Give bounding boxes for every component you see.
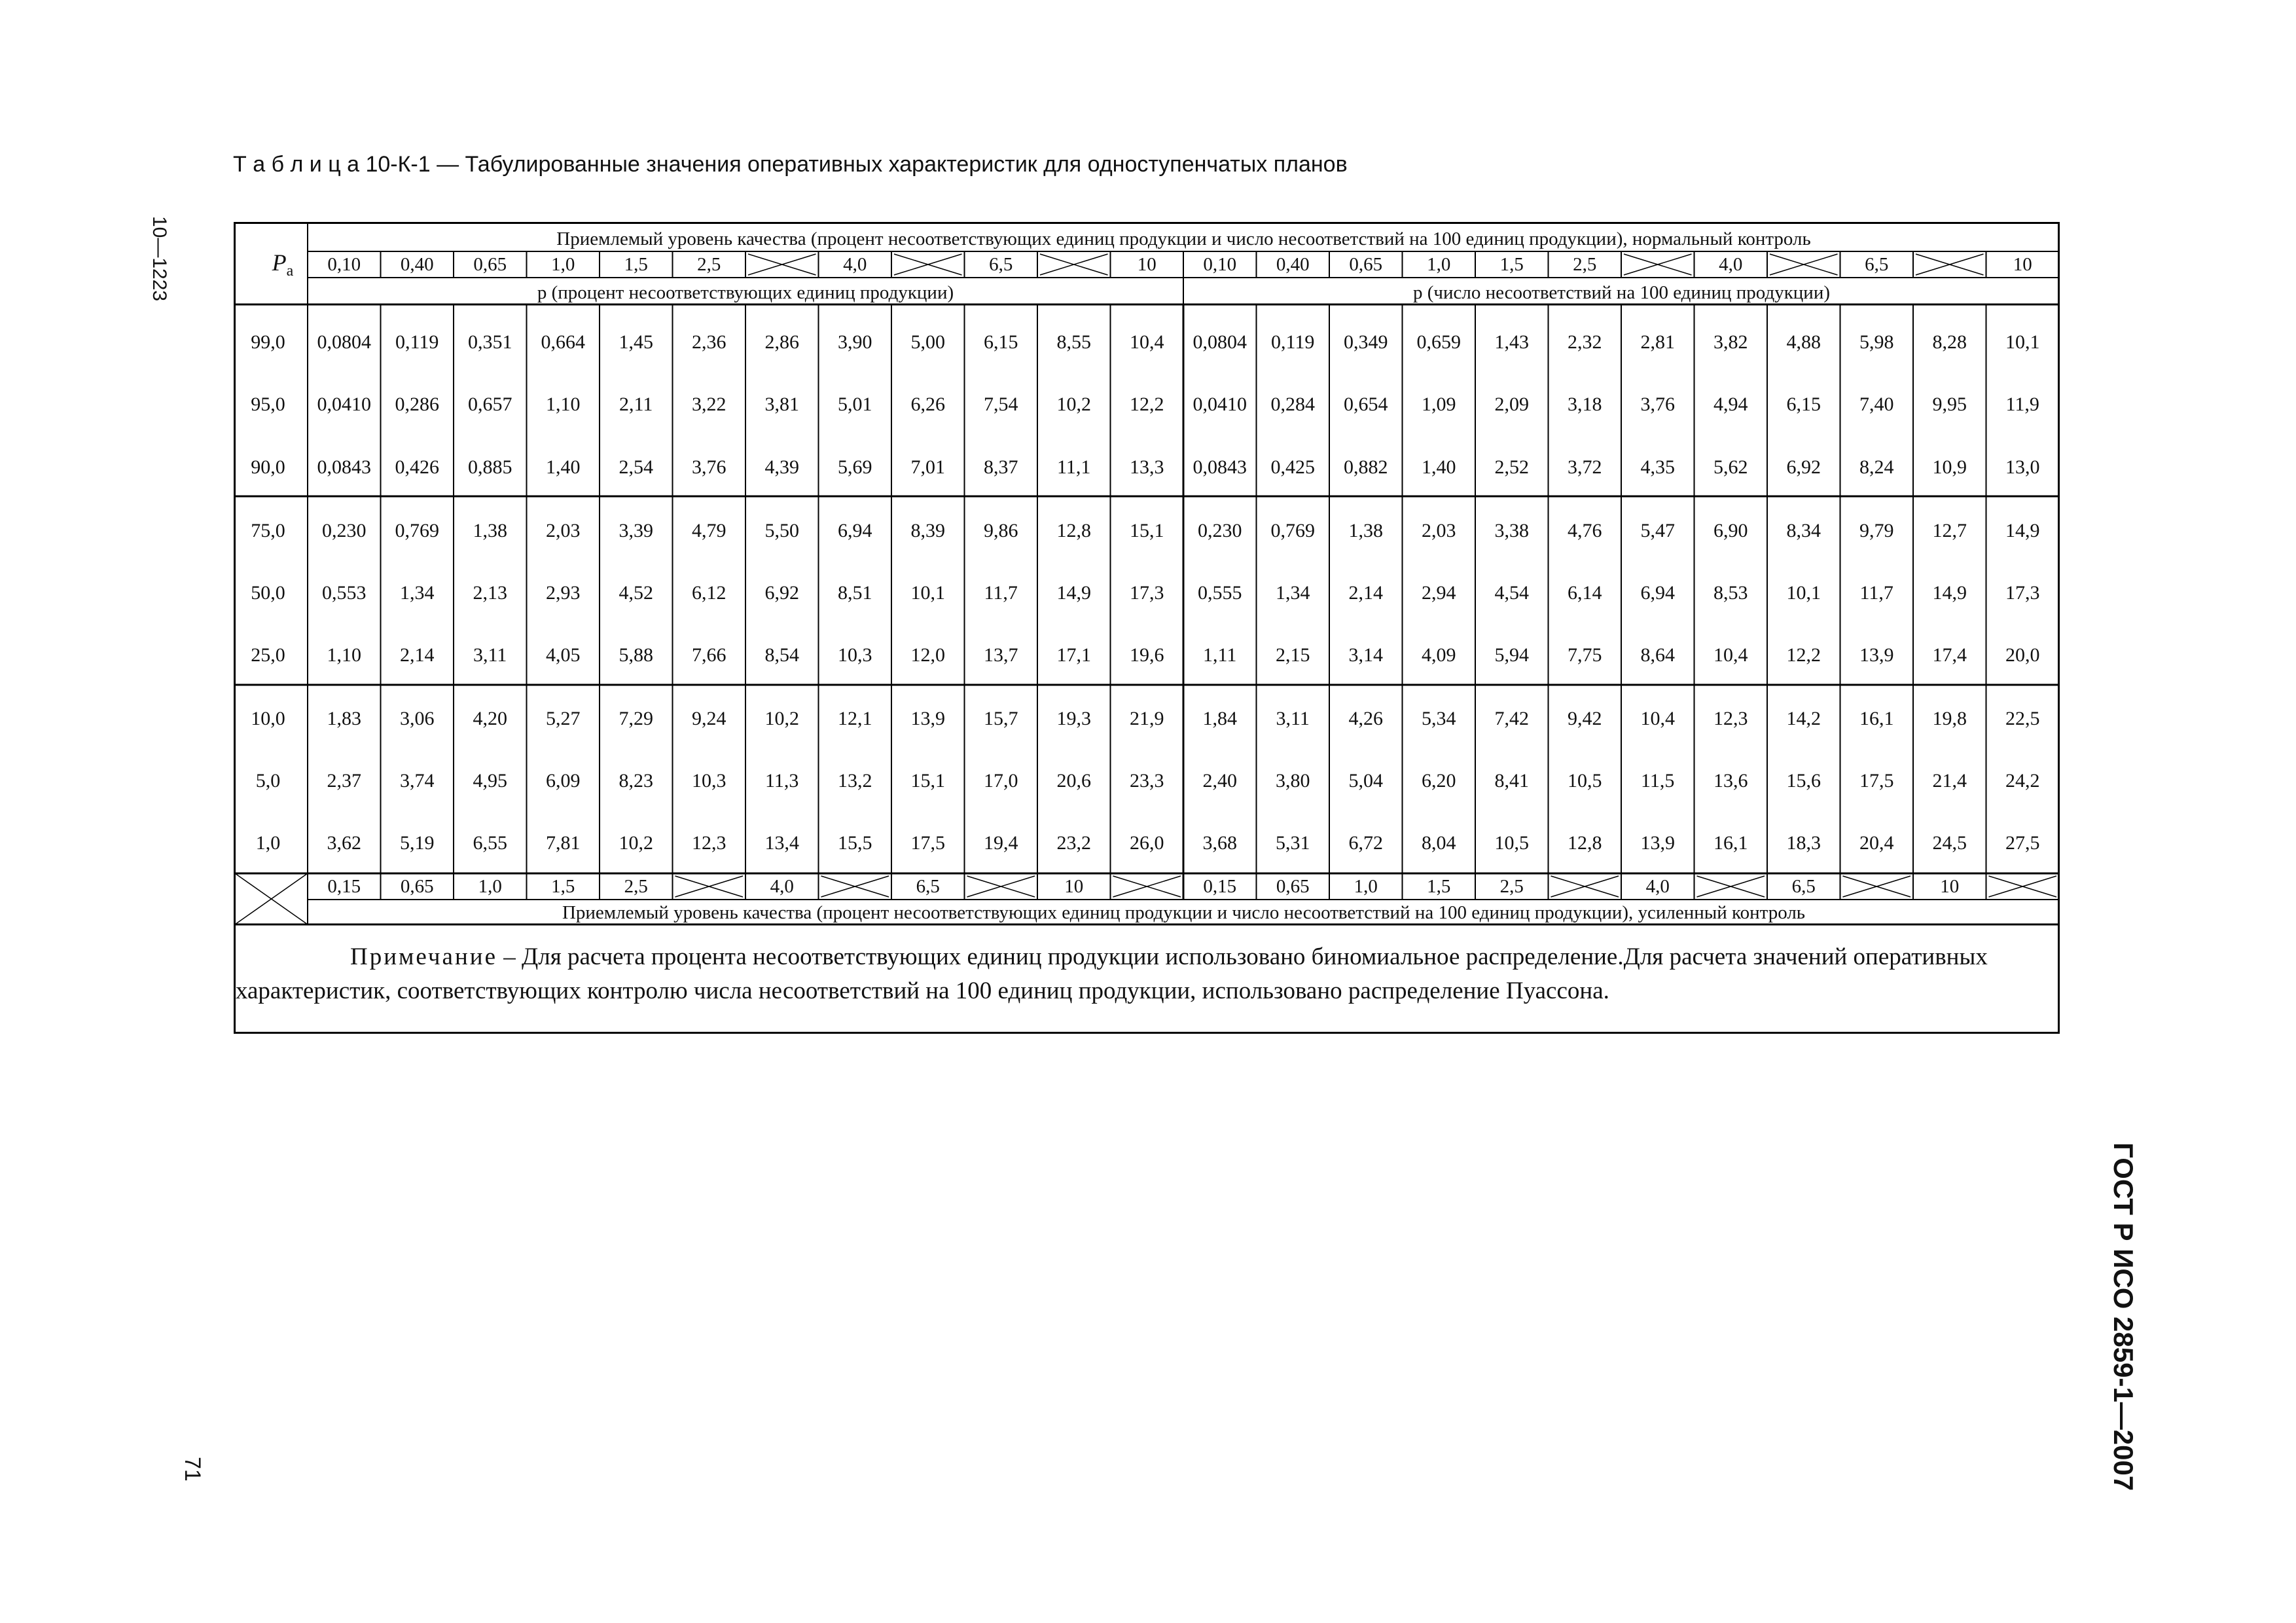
- oc-value: 0,0804: [1193, 331, 1247, 353]
- oc-value: 11,7: [1859, 582, 1893, 604]
- aql-tightened-value: 10: [1940, 876, 1960, 897]
- oc-value: 4,76: [1568, 520, 1602, 541]
- aql-tightened-value: 1,0: [1354, 876, 1378, 897]
- oc-value: 0,657: [468, 393, 512, 415]
- oc-value: 2,03: [1422, 520, 1456, 541]
- oc-value: 6,92: [1786, 456, 1821, 478]
- oc-value: 3,62: [327, 832, 361, 854]
- oc-value: 2,81: [1640, 331, 1675, 353]
- tightened-inspection-header: Приемлемый уровень качества (процент несоответствующих единиц продукции и число несоответствий на 100 единиц продукции), усиленный контроль: [562, 902, 1806, 923]
- oc-value: 0,882: [1344, 456, 1388, 478]
- pa-value: 50,0: [251, 582, 285, 604]
- oc-value: 12,3: [692, 832, 726, 854]
- oc-value: 7,29: [619, 708, 653, 729]
- oc-value: 3,90: [838, 331, 872, 353]
- oc-value: 4,54: [1494, 582, 1529, 604]
- oc-value: 22,5: [2005, 708, 2040, 729]
- aql-normal-value: 10: [1137, 254, 1157, 275]
- oc-value: 11,7: [984, 582, 1018, 604]
- oc-value: 1,11: [1203, 644, 1237, 666]
- oc-value: 5,62: [1713, 456, 1748, 478]
- oc-value: 0,555: [1198, 582, 1242, 604]
- oc-value: 17,4: [1932, 644, 1967, 666]
- oc-value: 0,664: [541, 331, 585, 353]
- oc-value: 5,04: [1348, 770, 1383, 792]
- oc-value: 6,72: [1348, 832, 1383, 854]
- oc-value: 8,51: [838, 582, 872, 604]
- oc-value: 3,39: [619, 520, 653, 541]
- oc-value: 7,01: [910, 456, 945, 478]
- oc-value: 6,15: [1786, 393, 1821, 415]
- aql-tightened-value: 0,65: [400, 876, 434, 897]
- oc-value: 4,05: [546, 644, 581, 666]
- oc-value: 10,1: [910, 582, 945, 604]
- oc-value: 0,0843: [317, 456, 371, 478]
- oc-value: 6,55: [473, 832, 507, 854]
- oc-value: 1,34: [400, 582, 435, 604]
- oc-value: 13,9: [1859, 644, 1894, 666]
- oc-value: 3,81: [764, 393, 799, 415]
- oc-value: 15,7: [984, 708, 1018, 729]
- oc-value: 5,01: [838, 393, 872, 415]
- oc-value: 1,38: [1348, 520, 1383, 541]
- oc-value: 1,34: [1276, 582, 1310, 604]
- aql-normal-value: 6,5: [1865, 254, 1889, 275]
- oc-value: 0,0410: [317, 393, 371, 415]
- aql-tightened-value: 6,5: [1791, 876, 1816, 897]
- oc-value: 20,4: [1859, 832, 1894, 854]
- oc-value: 27,5: [2005, 832, 2040, 854]
- oc-value: 0,0843: [1193, 456, 1247, 478]
- oc-value: 5,50: [764, 520, 799, 541]
- oc-value: 13,6: [1713, 770, 1748, 792]
- oc-value: 3,82: [1713, 331, 1748, 353]
- aql-normal-value: 0,65: [473, 254, 507, 275]
- oc-value: 4,95: [473, 770, 507, 792]
- oc-value: 13,9: [910, 708, 945, 729]
- oc-value: 12,8: [1056, 520, 1091, 541]
- percent-nonconforming-header: p (процент несоответствующих единиц продукции): [537, 282, 954, 303]
- aql-tightened-value: 10: [1064, 876, 1084, 897]
- aql-normal-value: 1,0: [1427, 254, 1451, 275]
- aql-tightened-value: 6,5: [916, 876, 940, 897]
- oc-value: 15,6: [1786, 770, 1821, 792]
- oc-value: 9,79: [1859, 520, 1894, 541]
- oc-value: 6,90: [1713, 520, 1748, 541]
- oc-value: 0,119: [1271, 331, 1315, 353]
- oc-value: 1,83: [327, 708, 361, 729]
- oc-value: 3,76: [692, 456, 726, 478]
- oc-value: 4,09: [1422, 644, 1456, 666]
- oc-value: 0,351: [468, 331, 512, 353]
- oc-value: 8,28: [1932, 331, 1967, 353]
- oc-value: 1,40: [546, 456, 581, 478]
- oc-value: 9,86: [984, 520, 1018, 541]
- aql-normal-value: 4,0: [843, 254, 867, 275]
- pa-value: 5,0: [255, 770, 281, 792]
- oc-value: 4,52: [619, 582, 653, 604]
- aql-tightened-value: 1,5: [1427, 876, 1451, 897]
- oc-value: 24,2: [2005, 770, 2040, 792]
- oc-value: 21,9: [1130, 708, 1164, 729]
- aql-normal-value: 0,10: [327, 254, 361, 275]
- oc-value: 1,40: [1422, 456, 1456, 478]
- oc-value: 17,3: [2005, 582, 2040, 604]
- pa-value: 25,0: [251, 644, 285, 666]
- oc-value: 0,426: [395, 456, 439, 478]
- oc-value: 4,39: [764, 456, 799, 478]
- oc-value: 6,12: [692, 582, 726, 604]
- oc-value: 17,3: [1130, 582, 1164, 604]
- oc-value: 19,3: [1056, 708, 1091, 729]
- oc-value: 17,5: [910, 832, 945, 854]
- oc-value: 8,39: [910, 520, 945, 541]
- oc-value: 9,24: [692, 708, 726, 729]
- oc-value: 12,3: [1713, 708, 1748, 729]
- page-number: 71: [180, 1457, 205, 1482]
- oc-value: 6,94: [1640, 582, 1675, 604]
- oc-value: 8,04: [1422, 832, 1456, 854]
- oc-value: 0,0804: [317, 331, 371, 353]
- pa-value: 10,0: [251, 708, 285, 729]
- oc-value: 3,06: [400, 708, 435, 729]
- oc-value: 3,68: [1202, 832, 1237, 854]
- pa-symbol: P: [272, 249, 287, 276]
- oc-value: 0,769: [395, 520, 439, 541]
- oc-value: 8,55: [1056, 331, 1091, 353]
- oc-value: 7,75: [1568, 644, 1602, 666]
- oc-value: 15,5: [838, 832, 872, 854]
- oc-value: 0,425: [1270, 456, 1315, 478]
- oc-value: 15,1: [910, 770, 945, 792]
- oc-value: 10,1: [2005, 331, 2040, 353]
- oc-value: 16,1: [1859, 708, 1894, 729]
- oc-value: 12,2: [1786, 644, 1821, 666]
- aql-normal-value: 6,5: [989, 254, 1013, 275]
- oc-value: 11,1: [1057, 456, 1091, 478]
- oc-value: 10,4: [1130, 331, 1164, 353]
- oc-value: 2,09: [1494, 393, 1529, 415]
- oc-value: 8,64: [1640, 644, 1675, 666]
- oc-value: 8,23: [619, 770, 653, 792]
- oc-value: 3,11: [473, 644, 507, 666]
- oc-value: 10,3: [692, 770, 726, 792]
- oc-value: 5,88: [619, 644, 653, 666]
- oc-value: 2,14: [1348, 582, 1383, 604]
- aql-normal-value: 0,40: [1276, 254, 1310, 275]
- oc-value: 12,8: [1568, 832, 1602, 854]
- oc-value: 0,654: [1344, 393, 1388, 415]
- oc-value: 9,95: [1932, 393, 1967, 415]
- oc-value: 6,15: [984, 331, 1018, 353]
- oc-value: 14,2: [1786, 708, 1821, 729]
- oc-value: 0,553: [322, 582, 367, 604]
- oc-value: 5,69: [838, 456, 872, 478]
- aql-normal-value: 0,40: [400, 254, 434, 275]
- oc-value: 3,14: [1348, 644, 1383, 666]
- oc-value: 2,32: [1568, 331, 1602, 353]
- oc-value: 11,3: [765, 770, 799, 792]
- oc-value: 19,8: [1932, 708, 1967, 729]
- aql-normal-value: 2,5: [697, 254, 721, 275]
- aql-tightened-value: 1,0: [478, 876, 502, 897]
- oc-value: 7,66: [692, 644, 726, 666]
- oc-value: 6,26: [910, 393, 945, 415]
- oc-value: 14,9: [2005, 520, 2040, 541]
- oc-value: 8,41: [1494, 770, 1529, 792]
- table-note: [236, 940, 2055, 1008]
- oc-value: 12,7: [1932, 520, 1967, 541]
- oc-value: 0,286: [395, 393, 439, 415]
- aql-tightened-value: 2,5: [624, 876, 648, 897]
- aql-tightened-value: 2,5: [1499, 876, 1524, 897]
- oc-value: 13,0: [2005, 456, 2040, 478]
- aql-tightened-value: 0,65: [1276, 876, 1310, 897]
- oc-value: 0,0410: [1193, 393, 1247, 415]
- oc-value: 11,9: [2005, 393, 2039, 415]
- oc-value: 10,9: [1932, 456, 1967, 478]
- oc-value: 17,1: [1056, 644, 1091, 666]
- oc-value: 6,09: [546, 770, 581, 792]
- oc-value: 10,3: [838, 644, 872, 666]
- oc-value: 18,3: [1786, 832, 1821, 854]
- oc-value: 5,19: [400, 832, 435, 854]
- oc-value: 5,94: [1494, 644, 1529, 666]
- oc-value: 4,79: [692, 520, 726, 541]
- oc-value: 7,40: [1859, 393, 1894, 415]
- oc-value: 20,6: [1056, 770, 1091, 792]
- oc-value: 3,22: [692, 393, 726, 415]
- oc-value: 10,5: [1494, 832, 1529, 854]
- oc-value: 3,11: [1276, 708, 1310, 729]
- pa-value: 75,0: [251, 520, 285, 541]
- oc-value: 2,52: [1494, 456, 1529, 478]
- oc-value: 10,2: [619, 832, 653, 854]
- oc-value: 4,26: [1348, 708, 1383, 729]
- oc-value: 19,4: [984, 832, 1018, 854]
- pa-value: 1,0: [255, 832, 281, 854]
- oc-value: 3,18: [1568, 393, 1602, 415]
- oc-value: 1,10: [546, 393, 581, 415]
- aql-tightened-value: 0,15: [1203, 876, 1237, 897]
- oc-value: 5,27: [546, 708, 581, 729]
- oc-value: 3,74: [400, 770, 435, 792]
- oc-value: 4,20: [473, 708, 507, 729]
- aql-normal-value: 1,0: [551, 254, 575, 275]
- oc-value: 8,34: [1786, 520, 1821, 541]
- oc-value: 10,5: [1568, 770, 1602, 792]
- oc-value: 10,2: [1056, 393, 1091, 415]
- oc-value: 23,2: [1056, 832, 1091, 854]
- oc-value: 7,42: [1494, 708, 1529, 729]
- oc-value: 1,10: [327, 644, 361, 666]
- oc-value: 1,09: [1422, 393, 1456, 415]
- oc-value: 2,86: [764, 331, 799, 353]
- oc-value: 0,230: [322, 520, 367, 541]
- aql-normal-value: 1,5: [1499, 254, 1524, 275]
- oc-value: 3,38: [1494, 520, 1529, 541]
- oc-value: 2,93: [546, 582, 581, 604]
- oc-value: 0,284: [1270, 393, 1315, 415]
- oc-value: 10,1: [1786, 582, 1821, 604]
- oc-value: 2,54: [619, 456, 653, 478]
- oc-value: 5,47: [1640, 520, 1675, 541]
- aql-normal-value: 0,65: [1349, 254, 1383, 275]
- note-lead: Примечание: [350, 943, 497, 970]
- aql-normal-value: 0,10: [1203, 254, 1237, 275]
- oc-value: 4,35: [1640, 456, 1675, 478]
- oc-value: 7,81: [546, 832, 581, 854]
- oc-value: 3,80: [1276, 770, 1310, 792]
- oc-value: 14,9: [1932, 582, 1967, 604]
- oc-value: 10,4: [1640, 708, 1675, 729]
- aql-tightened-value: 4,0: [1645, 876, 1670, 897]
- oc-value: 11,5: [1641, 770, 1675, 792]
- oc-value: 2,13: [473, 582, 507, 604]
- oc-value: 19,6: [1130, 644, 1164, 666]
- oc-value: 4,88: [1786, 331, 1821, 353]
- oc-value: 1,45: [619, 331, 653, 353]
- standard-designation: ГОСТ Р ИСО 2859-1—2007: [2108, 1142, 2139, 1491]
- oc-value: 8,54: [764, 644, 799, 666]
- oc-value: 6,14: [1568, 582, 1602, 604]
- oc-value: 2,03: [546, 520, 581, 541]
- oc-value: 3,76: [1640, 393, 1675, 415]
- oc-value: 20,0: [2005, 644, 2040, 666]
- aql-tightened-value: 4,0: [770, 876, 794, 897]
- oc-value: 5,34: [1422, 708, 1456, 729]
- oc-value: 17,5: [1859, 770, 1894, 792]
- pa-column-header: [257, 251, 309, 279]
- oc-value: 6,92: [764, 582, 799, 604]
- oc-value: 13,9: [1640, 832, 1675, 854]
- oc-value: 5,98: [1859, 331, 1894, 353]
- pa-value: 99,0: [251, 331, 285, 353]
- oc-value: 9,42: [1568, 708, 1602, 729]
- oc-value: 17,0: [984, 770, 1018, 792]
- oc-value: 2,11: [619, 393, 653, 415]
- oc-value: 23,3: [1130, 770, 1164, 792]
- aql-normal-value: 10: [2013, 254, 2032, 275]
- oc-value: 7,54: [984, 393, 1018, 415]
- oc-value: 16,1: [1713, 832, 1748, 854]
- oc-value: 13,7: [984, 644, 1018, 666]
- oc-value: 12,1: [838, 708, 872, 729]
- oc-value: 13,3: [1130, 456, 1164, 478]
- oc-value: 12,0: [910, 644, 945, 666]
- aql-normal-value: 4,0: [1719, 254, 1743, 275]
- aql-normal-value: 1,5: [624, 254, 648, 275]
- oc-value: 8,53: [1713, 582, 1748, 604]
- oc-value: 21,4: [1932, 770, 1967, 792]
- oc-value: 12,2: [1130, 393, 1164, 415]
- oc-value: 14,9: [1056, 582, 1091, 604]
- oc-value: 3,72: [1568, 456, 1602, 478]
- aql-tightened-value: 0,15: [327, 876, 361, 897]
- oc-value: 2,15: [1276, 644, 1310, 666]
- oc-value: 2,36: [692, 331, 726, 353]
- oc-value: 15,1: [1130, 520, 1164, 541]
- oc-value: 2,14: [400, 644, 435, 666]
- oc-value: 2,94: [1422, 582, 1456, 604]
- table-title: Т а б л и ц а 10-К-1 — Табулированные значения оперативных характеристик для одноступенчатых планов: [233, 152, 1348, 177]
- normal-inspection-header: Приемлемый уровень качества (процент несоответствующих единиц продукции и число несоответствий на 100 единиц продукции), нормальный контроль: [556, 228, 1811, 249]
- oc-value: 1,43: [1494, 331, 1529, 353]
- oc-value: 2,40: [1202, 770, 1237, 792]
- oc-value: 0,659: [1416, 331, 1461, 353]
- oc-value: 2,37: [327, 770, 361, 792]
- oc-value: 1,84: [1202, 708, 1237, 729]
- note-text: – Для расчета процента несоответствующих единиц продукции использовано биномиальное распределение.Для расчета значений оперативных характеристик, соответствующих контролю числа несоответствий на 100 единиц продукции, использовано распределение Пуассона.: [236, 943, 1988, 1004]
- oc-value: 13,2: [838, 770, 872, 792]
- oc-value: 10,4: [1713, 644, 1748, 666]
- sheet-number: 10—1223: [149, 216, 170, 302]
- aql-tightened-value: 1,5: [551, 876, 575, 897]
- oc-value: 5,00: [910, 331, 945, 353]
- oc-value: 0,885: [468, 456, 512, 478]
- oc-value: 1,38: [473, 520, 507, 541]
- oc-value: 8,37: [984, 456, 1018, 478]
- aql-normal-value: 2,5: [1573, 254, 1597, 275]
- oc-value: 13,4: [764, 832, 799, 854]
- oc-value: 26,0: [1130, 832, 1164, 854]
- pa-value: 90,0: [251, 456, 285, 478]
- oc-value: 6,94: [838, 520, 872, 541]
- oc-value: 6,20: [1422, 770, 1456, 792]
- pa-subscript: a: [286, 263, 294, 280]
- pa-value: 95,0: [251, 393, 285, 415]
- oc-value: 8,24: [1859, 456, 1894, 478]
- oc-value: 24,5: [1932, 832, 1967, 854]
- oc-value: 0,230: [1198, 520, 1242, 541]
- oc-value: 5,31: [1276, 832, 1310, 854]
- nonconformities-per-100-header: p (число несоответствий на 100 единиц продукции): [1412, 282, 1831, 303]
- oc-value: 0,349: [1344, 331, 1388, 353]
- oc-value: 4,94: [1713, 393, 1748, 415]
- oc-value: 10,2: [764, 708, 799, 729]
- oc-value: 0,769: [1270, 520, 1315, 541]
- oc-value: 0,119: [395, 331, 439, 353]
